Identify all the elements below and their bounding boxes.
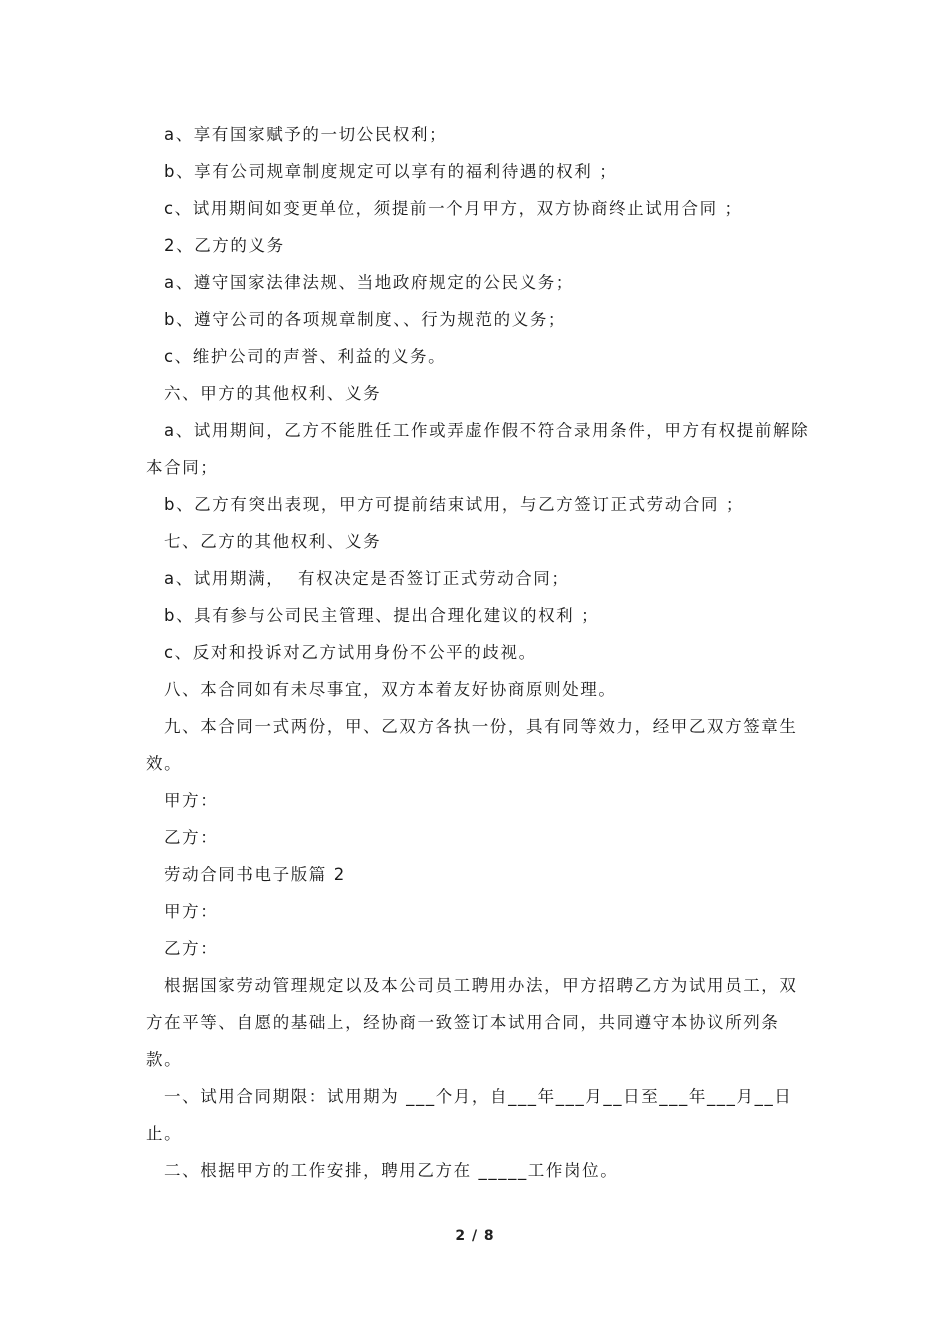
paragraph: a、遵守国家法律法规、当地政府规定的公民义务； xyxy=(164,273,574,292)
document-subtitle: 劳动合同书电子版篇 2 xyxy=(164,865,346,884)
section-heading: 2、乙方的义务 xyxy=(164,236,285,255)
document-body xyxy=(146,116,811,1189)
paragraph: a、试用期满， 有权决定是否签订正式劳动合同； xyxy=(164,569,570,588)
page-number: 2 / 8 xyxy=(455,1228,495,1244)
signature-party-a: 甲方： xyxy=(164,791,219,810)
paragraph: c、试用期间如变更单位，须提前一个月甲方，双方协商终止试用合同 ； xyxy=(164,199,743,218)
paragraph: b、乙方有突出表现，甲方可提前结束试用，与乙方签订正式劳动合同 ； xyxy=(164,495,745,514)
paragraph: 九、本合同一式两份，甲、乙双方各执一份，具有同等效力，经甲乙双方签章生效。 xyxy=(146,717,798,773)
paragraph: a、试用期间，乙方不能胜任工作或弄虚作假不符合录用条件，甲方有权提前解除本合同； xyxy=(146,421,810,477)
paragraph: 根据国家劳动管理规定以及本公司员工聘用办法，甲方招聘乙方为试用员工，双方在平等、自愿的基础上，经协商一致签订本试用合同，共同遵守本协议所列条款。 xyxy=(146,976,798,1069)
signature-party-b: 乙方： xyxy=(164,828,219,847)
paragraph: b、具有参与公司民主管理、提出合理化建议的权利 ； xyxy=(164,606,600,625)
section-heading: 七、乙方的其他权利、义务 xyxy=(164,532,382,551)
paragraph: 八、本合同如有未尽事宜，双方本着友好协商原则处理。 xyxy=(164,680,617,699)
paragraph: c、维护公司的声誉、利益的义务。 xyxy=(164,347,447,366)
paragraph: 二、根据甲方的工作安排，聘用乙方在 _____工作岗位。 xyxy=(164,1161,619,1180)
paragraph: b、享有公司规章制度规定可以享有的福利待遇的权利 ； xyxy=(164,162,618,181)
section-heading: 六、甲方的其他权利、义务 xyxy=(164,384,382,403)
party-b-label: 乙方： xyxy=(164,939,219,958)
paragraph: 一、试用合同期限：试用期为 ___个月，自___年___月__日至___年___月__日止。 xyxy=(146,1087,793,1143)
paragraph: c、反对和投诉对乙方试用身份不公平的歧视。 xyxy=(164,643,537,662)
paragraph: a、享有国家赋予的一切公民权利； xyxy=(164,125,448,144)
paragraph: b、遵守公司的各项规章制度、、行为规范的义务； xyxy=(164,310,567,329)
party-a-label: 甲方： xyxy=(164,902,219,921)
